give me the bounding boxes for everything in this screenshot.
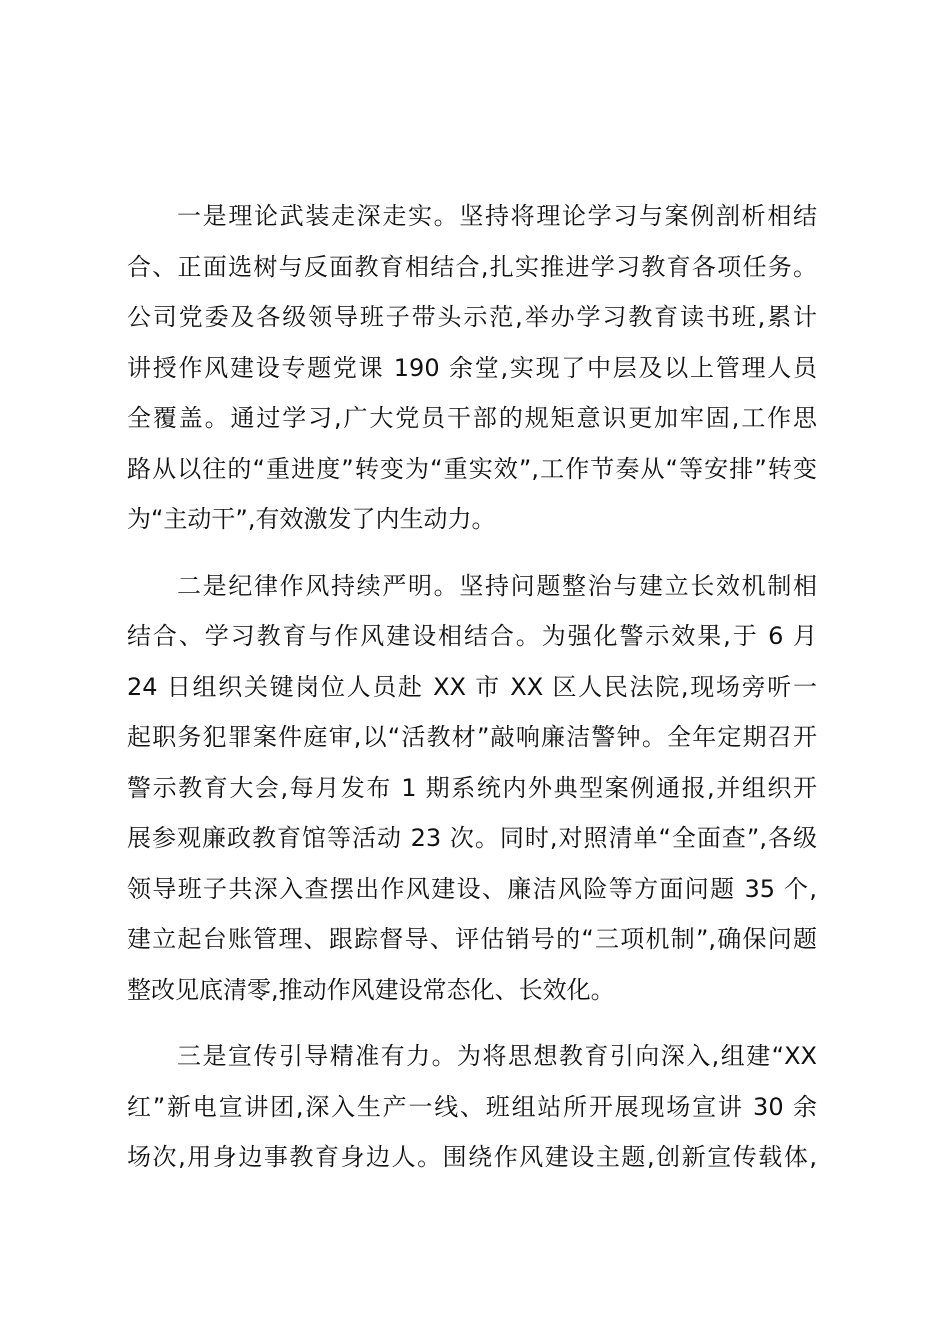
text-line: 24 日组织关键岗位人员赴 XX 市 XX 区人民法院,现场旁听一 — [127, 672, 817, 701]
text-line: 警示教育大会,每月发布 1 期系统内外典型案例通报,并组织开 — [127, 773, 817, 802]
text-line: 全覆盖。通过学习,广大党员干部的规矩意识更加牢固,工作思 — [127, 404, 817, 432]
text-line: 结合、学习教育与作风建设相结合。为强化警示效果,于 6 月 — [127, 622, 817, 650]
text-line: 建立起台账管理、跟踪督导、评估销号的“三项机制”,确保问题 — [127, 925, 817, 953]
text-line: 为“主动干”,有效激发了内生动力。 — [127, 505, 496, 533]
text-line: 领导班子共深入查摆出作风建设、廉洁风险等方面问题 35 个, — [127, 874, 817, 903]
paragraph-publicity — [127, 1031, 817, 1183]
paragraph-discipline — [127, 561, 817, 1016]
document-body — [127, 191, 817, 1199]
text-line: 三是宣传引导精准有力。为将思想教育引向深入,组建“XX — [177, 1042, 817, 1070]
text-line: 讲授作风建设专题党课 190 余堂,实现了中层及以上管理人员 — [127, 353, 817, 382]
paragraph-theory — [127, 191, 817, 545]
text-line: 公司党委及各级领导班子带头示范,举办学习教育读书班,累计 — [127, 303, 817, 331]
text-line: 一是理论武装走深走实。坚持将理论学习与案例剖析相结 — [177, 202, 817, 230]
text-line: 起职务犯罪案件庭审,以“活教材”敲响廉洁警钟。全年定期召开 — [127, 723, 817, 751]
text-line: 二是纪律作风持续严明。坚持问题整治与建立长效机制相 — [177, 571, 817, 600]
text-line: 展参观廉政教育馆等活动 23 次。同时,对照清单“全面查”,各级 — [127, 824, 817, 852]
text-line: 场次,用身边事教育身边人。围绕作风建设主题,创新宣传载体, — [127, 1143, 817, 1171]
text-line: 路从以往的“重进度”转变为“重实效”,工作节奏从“等安排”转变 — [127, 454, 817, 483]
text-line: 合、正面选树与反面教育相结合,扎实推进学习教育各项任务。 — [127, 252, 817, 281]
text-line: 整改见底清零,推动作风建设常态化、长效化。 — [127, 975, 615, 1004]
text-line: 红”新电宣讲团,深入生产一线、班组站所开展现场宣讲 30 余 — [127, 1092, 817, 1121]
